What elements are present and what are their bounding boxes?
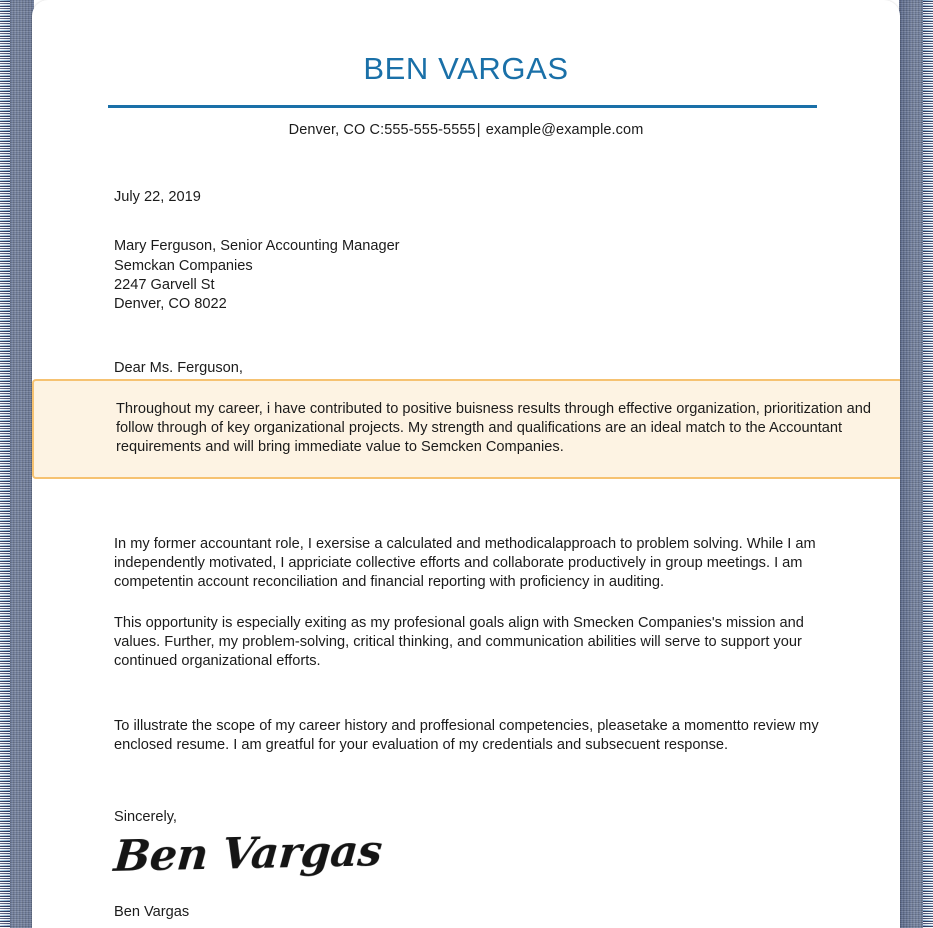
contact-separator: | [476,122,481,139]
letter-closing: Sincerely, [114,808,177,825]
contact-email: example@example.com [485,122,644,139]
letter-date: July 22, 2019 [114,189,201,206]
recipient-company: Semckan Companies [114,257,253,274]
recipient-city-state-zip: Denver, CO 8022 [114,296,227,313]
left-edge-noise-fringe [0,0,10,928]
letterhead [32,0,900,138]
highlighted-paragraph-callout[interactable] [32,379,900,479]
contact-location-phone: Denver, CO C:555-555-5555 [288,122,476,139]
letter-paragraph-3: This opportunity is especially exiting as my profesional goals align with Smecken Companies's mission and values. Further, my problem-solving, critical thinking, and communication abilities will serve to support your continued organizational efforts. [114,615,804,670]
letter-paragraph-4: To illustrate the scope of my career history and proffesional competencies, pleasetake a momentto review my enclosed resume. I am greatful for your evaluation of my credentials and subsecuent response. [114,717,819,753]
highlighted-paragraph-text: Throughout my career, i have contributed to positive buisness results through effective organization, prioritization and follow through of key organizational projects. My strength and qualifications are an ideal match to the Accountant requirements and will bring immediate value to Semcken Companies. [116,401,876,456]
applicant-name-heading: BEN VARGAS [363,51,569,86]
right-edge-noise-fringe [923,0,933,928]
handwritten-signature: Ben Vargas [111,826,384,882]
letter-body [32,188,900,922]
letter-salutation: Dear Ms. Ferguson, [114,359,243,376]
recipient-address-block [114,237,900,315]
contact-info-line [32,122,900,138]
signer-printed-name: Ben Vargas [114,903,190,920]
recipient-name-title: Mary Ferguson, Senior Accounting Manager [114,238,400,255]
letterhead-divider-rule [108,105,817,108]
letter-page [32,0,900,928]
letter-paragraph-2: In my former accountant role, I exersise a calculated and methodicalapproach to problem solving. While I am independently motivated, I appriciate collective efforts and collaborate productively in group meetings. I am competentin account reconciliation and financial reporting with proficiency in auditing. [114,535,816,591]
recipient-street: 2247 Garvell St [114,277,215,294]
